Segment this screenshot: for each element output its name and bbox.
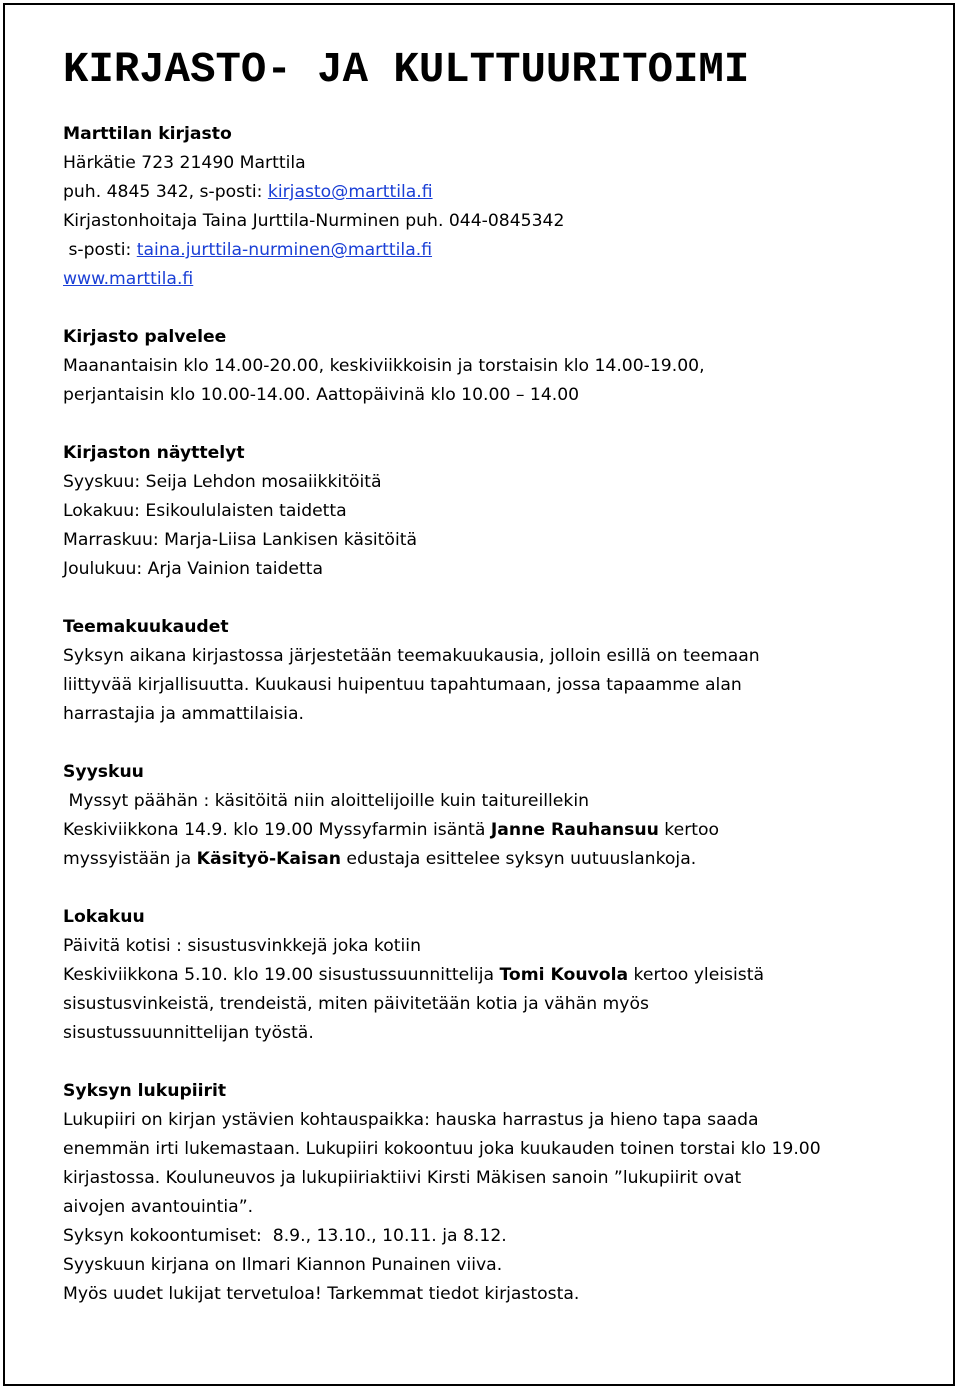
october-event [63,903,953,1048]
opening-hours [63,323,953,410]
hours-heading: Kirjasto palvelee [63,327,227,347]
themes-text-line: Syksyn aikana kirjastossa järjestetään teemakuukausia, jolloin esillä on teemaan [63,646,760,666]
exhibitions-heading: Kirjaston näyttelyt [63,443,245,463]
reading-circle-line: Syksyn kokoontumiset: 8.9., 13.10., 10.11. ja 8.12. [63,1226,507,1246]
exhibition-item: Joulukuu: Arja Vainion taidetta [63,559,324,579]
exhibition-item: Lokakuu: Esikoululaisten taidetta [63,501,347,521]
september-event [63,758,953,874]
website-line [63,265,953,294]
reading-circle-line: kirjastossa. Kouluneuvos ja lukupiiriaktiivi Kirsti Mäkisen sanoin ”lukupiirit ovat [63,1168,742,1188]
librarian-info: Kirjastonhoitaja Taina Jurttila-Nurminen puh. 044-0845342 [63,211,565,231]
exhibition-item: Syyskuu: Seija Lehdon mosaiikkitöitä [63,472,382,492]
reading-circle-line: enemmän irti lukemastaan. Lukupiiri kokoontuu joka kuukauden toinen torstai klo 19.00 [63,1139,821,1159]
reading-circle-line: aivojen avantouintia”. [63,1197,254,1217]
library-phone-line [63,178,953,207]
reading-circle-line: Lukupiiri on kirjan ystävien kohtauspaikka: hauska harrastus ja hieno tapa saada [63,1110,759,1130]
october-subtitle: Päivitä kotisi : sisustusvinkkejä joka kotiin [63,936,421,956]
themes-text-line: harrastajia ja ammattilaisia. [63,704,304,724]
library-name: Marttilan kirjasto [63,124,232,144]
september-company-name: Käsityö-Kaisan [196,849,341,869]
september-line-2 [63,845,953,874]
september-line-1-end: kertoo [658,820,720,840]
reading-circle-heading: Syksyn lukupiirit [63,1081,227,1101]
library-email-link[interactable]: kirjasto@marttila.fi [267,182,433,202]
september-subtitle: Myssyt päähän : käsitöitä niin aloittelijoille kuin taitureillekin [63,791,590,811]
exhibitions [63,439,953,584]
themes-heading: Teemakuukaudet [63,617,229,637]
september-heading: Syyskuu [63,762,144,782]
september-speaker-name: Janne Rauhansuu [490,820,659,840]
library-phone: puh. 4845 342, s-posti: [63,182,268,202]
website-link[interactable]: www.marttila.fi [63,269,194,289]
october-line-1-text: Keskiviikkona 5.10. klo 19.00 sisustussuunnittelija [63,965,500,985]
october-line-1-end: kertoo yleisistä [628,965,765,985]
reading-circle-line: Syyskuun kirjana on Ilmari Kiannon Punainen viiva. [63,1255,503,1275]
september-line-1 [63,816,953,845]
library-address: Härkätie 723 21490 Marttila [63,153,306,173]
october-line-3: sisustussuunnittelijan työstä. [63,1023,314,1043]
page-title: KIRJASTO- JA KULTTUURITOIMI [63,45,750,94]
october-speaker-name: Tomi Kouvola [499,965,629,985]
reading-circle [63,1077,953,1309]
library-contact [63,120,953,294]
september-line-2-end: edustaja esittelee syksyn uutuuslankoja. [340,849,697,869]
document-page [3,3,955,1386]
themes-text-line: liittyvää kirjallisuutta. Kuukausi huipentuu tapahtumaan, jossa tapaamme alan [63,675,742,695]
october-line-2: sisustusvinkeistä, trendeistä, miten päivitetään kotia ja vähän myös [63,994,649,1014]
hours-line-1: Maanantaisin klo 14.00-20.00, keskiviikkoisin ja torstaisin klo 14.00-19.00, [63,356,705,376]
october-line-1 [63,961,953,990]
librarian-email-link[interactable]: taina.jurttila-nurminen@marttila.fi [136,240,433,260]
september-line-1-text: Keskiviikkona 14.9. klo 19.00 Myssyfarmin isäntä [63,820,491,840]
october-heading: Lokakuu [63,907,145,927]
hours-line-2: perjantaisin klo 10.00-14.00. Aattopäivinä klo 10.00 – 14.00 [63,385,580,405]
september-line-2-text: myssyistään ja [63,849,197,869]
reading-circle-line: Myös uudet lukijat tervetuloa! Tarkemmat tiedot kirjastosta. [63,1284,580,1304]
librarian-email-line [63,236,953,265]
librarian-email-label: s-posti: [63,240,137,260]
exhibition-item: Marraskuu: Marja-Liisa Lankisen käsitöitä [63,530,417,550]
theme-months [63,613,953,729]
